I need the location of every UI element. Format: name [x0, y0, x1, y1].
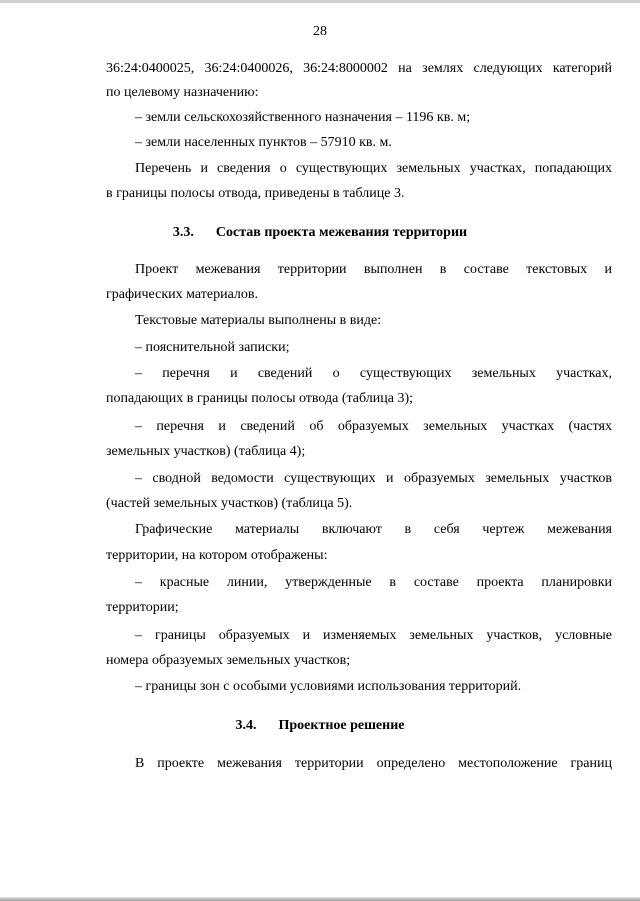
section-title: Проектное решение — [278, 718, 405, 733]
list-item: – сводной ведомости существующих и образуемых земельных участков — [135, 471, 612, 486]
section-heading-3-3 — [0, 225, 640, 241]
page-top-edge — [0, 0, 640, 3]
paragraph-line: по целевому назначению: — [106, 85, 259, 100]
section-title: Состав проекта межевания территории — [215, 225, 468, 240]
list-item: – красные линии, утвержденные в составе проекта планировки — [135, 575, 612, 590]
list-item: – земли населенных пунктов – 57910 кв. м. — [135, 135, 392, 150]
paragraph-line: Графические материалы включают в себя чертеж межевания — [135, 522, 612, 537]
page-bottom-edge — [0, 897, 640, 901]
list-item: территории; — [106, 600, 179, 615]
paragraph-line: территории, на котором отображены: — [106, 548, 328, 563]
section-number: 3.3. — [172, 225, 194, 240]
list-item: номера образуемых земельных участков; — [106, 653, 351, 668]
list-item: попадающих в границы полосы отвода (таблица 3); — [106, 391, 414, 406]
paragraph-line: В проекте межевания территории определено местоположение границ — [135, 756, 612, 771]
list-item: (частей земельных участков) (таблица 5). — [106, 496, 353, 511]
list-item: – земли сельскохозяйственного назначения – 1196 кв. м; — [135, 110, 471, 125]
page-number: 28 — [313, 24, 327, 39]
list-item: – пояснительной записки; — [135, 340, 290, 355]
paragraph-line: Текстовые материалы выполнены в виде: — [135, 313, 382, 328]
list-item: – границы образуемых и изменяемых земельных участков, условные — [135, 628, 612, 643]
paragraph-line: Проект межевания территории выполнен в составе текстовых и — [135, 262, 612, 277]
list-item: – перечня и сведений об образуемых земельных участках (частях — [135, 419, 612, 434]
list-item: земельных участков) (таблица 4); — [106, 444, 306, 459]
paragraph-line: в границы полосы отвода, приведены в таблице 3. — [106, 186, 405, 201]
list-item: – границы зон с особыми условиями использования территорий. — [135, 679, 522, 694]
paragraph-line: графических материалов. — [106, 287, 259, 302]
section-number: 3.4. — [235, 718, 257, 733]
section-heading-3-4 — [0, 718, 640, 734]
list-item: – перечня и сведений о существующих земельных участках, — [135, 366, 612, 381]
paragraph-line: Перечень и сведения о существующих земельных участках, попадающих — [135, 161, 612, 176]
paragraph-line: 36:24:0400025, 36:24:0400026, 36:24:8000002 на землях следующих категорий — [106, 61, 612, 76]
